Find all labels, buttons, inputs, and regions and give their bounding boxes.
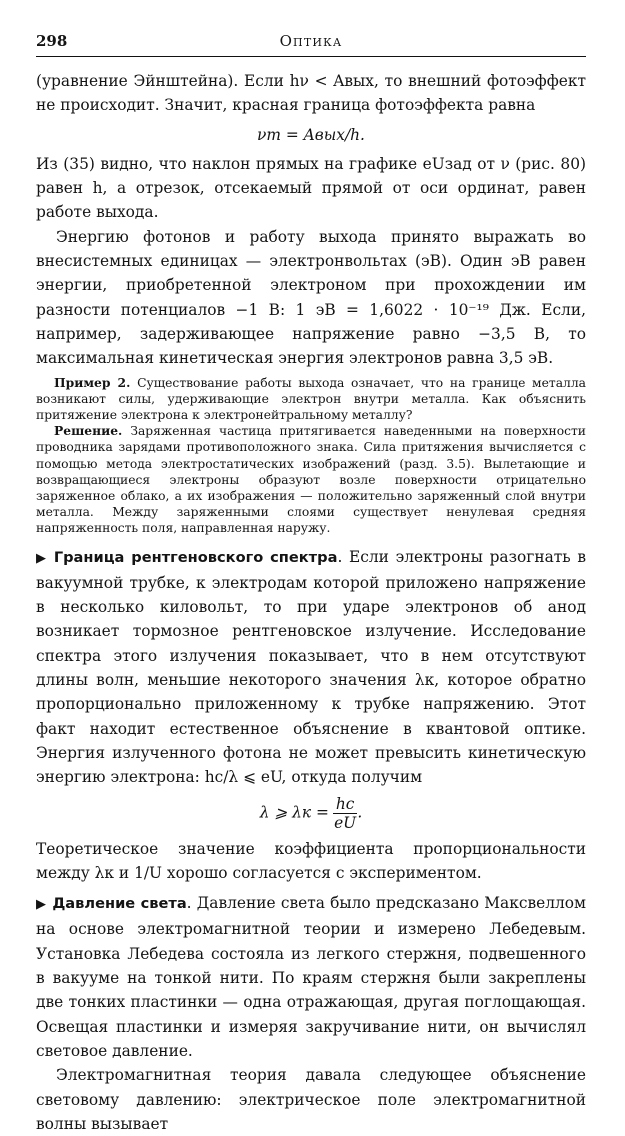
xray-section-title: Граница рентгеновского спектра [53,548,338,566]
intro-paragraph: (уравнение Эйнштейна). Если hν < Aвых, то внешний фотоэффект не происходит. Значит, красная граница фотоэффекта равна [36,72,586,115]
example-block [36,375,586,537]
xray-text: . Если электроны разогнать в вакуумной трубке, к электродам которой приложено напряжение в несколько киловольт, то при ударе электронов об анод возникает тормозное рентгеновское излучение. Исследование спектра этого излучения показывает, что в нем отсутствуют длины волн, меньшие некоторого значения λк, которое обратно пропорционально приложенному к трубке напряжению. Этот факт находит естественное объяснение в квантовой оптике. Энергия излученного фотона не может превысить кинетическую энергию электрона: hc/λ ⩽ eU, откуда получим [36,547,587,787]
section-marker-icon: ▶ [36,897,47,913]
pressure-paragraph [36,891,586,1063]
example-question-text: Существование работы выхода означает, что на границе металла возникают силы, удерживающие электрон внутри металла. Как объяснить притяжение электрона к электронейтральному металлу? [36,375,586,422]
pressure-text: . Давление света было предсказано Максвеллом на основе электромагнитной теории и измерено Лебедевым. Установка Лебедева состояла из легкого стержня, подвешенного в вакууме на тонкой нити. По краям стержня были закреплены две тонких пластинки — одна отражающая, другая поглощающая. Освещая пластинки и измеряя закручивание нити, он вычислял световое давление. [36,894,587,1060]
page-header [36,30,586,57]
page-body [36,69,586,1136]
page [36,30,586,1136]
example-solution [36,423,586,536]
example-label: Пример 2. [54,374,131,390]
page-number: 298 [36,32,68,50]
red-limit-formula: νm = Aвых/h. [257,125,365,144]
electronvolt-paragraph: Энергию фотонов и работу выхода принято выражать во внесистемных единицах — электронвольтах (эВ). Один эВ равен энергии, приобретенной электроном при прохождении им разности потенциалов −1 В: 1 эВ = 1,6022 · 10⁻¹⁹ Дж. Если, например, задерживающее напряжение равно −3,5 В, то максимальная кинетическая энергия электронов равна 3,5 эВ. [36,227,586,368]
solution-text: Заряженная частица притягивается наведенными на поверхности проводника зарядами противоположного знака. Сила притяжения вычисляется с помощью метода электростатических изображений (разд. 3.5). Вылетающие и возвращающиеся электроны образуют возле поверхности отрицательно заряженное облако, а их изображения — положительно заряженный слой внутри металла. Между заряженными слоями существует ненулевая средняя напряженность поля, направленная наружу. [36,424,586,536]
pressure-paragraph-2: Электромагнитная теория давала следующее объяснение световому давлению: электрическое поле электромагнитной волны вызывает [36,1066,586,1133]
solution-label: Решение. [54,423,123,439]
xray-paragraph [36,545,586,790]
xray-formula-lhs: λ ⩾ λк = [259,803,329,822]
pressure-section-title: Давление света [52,895,187,913]
xray-after-paragraph: Теоретическое значение коэффициента пропорциональности между λк и 1/U хорошо согласуется с экспериментом. [36,839,586,882]
example-question [36,375,586,424]
section-light-pressure [36,891,586,1136]
xray-formula-denominator: eU [334,813,357,832]
section-marker-icon: ▶ [36,550,48,566]
xray-formula-fraction [333,795,358,832]
running-title: Оптика [279,32,343,50]
xray-formula: λ ⩾ λк = $\frac{hc}{eU}$ . [259,794,363,832]
slope-paragraph: Из (35) видно, что наклон прямых на графике eUзад от ν (рис. 80) равен h, а отрезок, отсекаемый прямой от оси ординат, равен работе выхода. [36,154,586,222]
xray-formula-numerator: hc [333,795,358,814]
section-xray-limit [36,545,586,886]
